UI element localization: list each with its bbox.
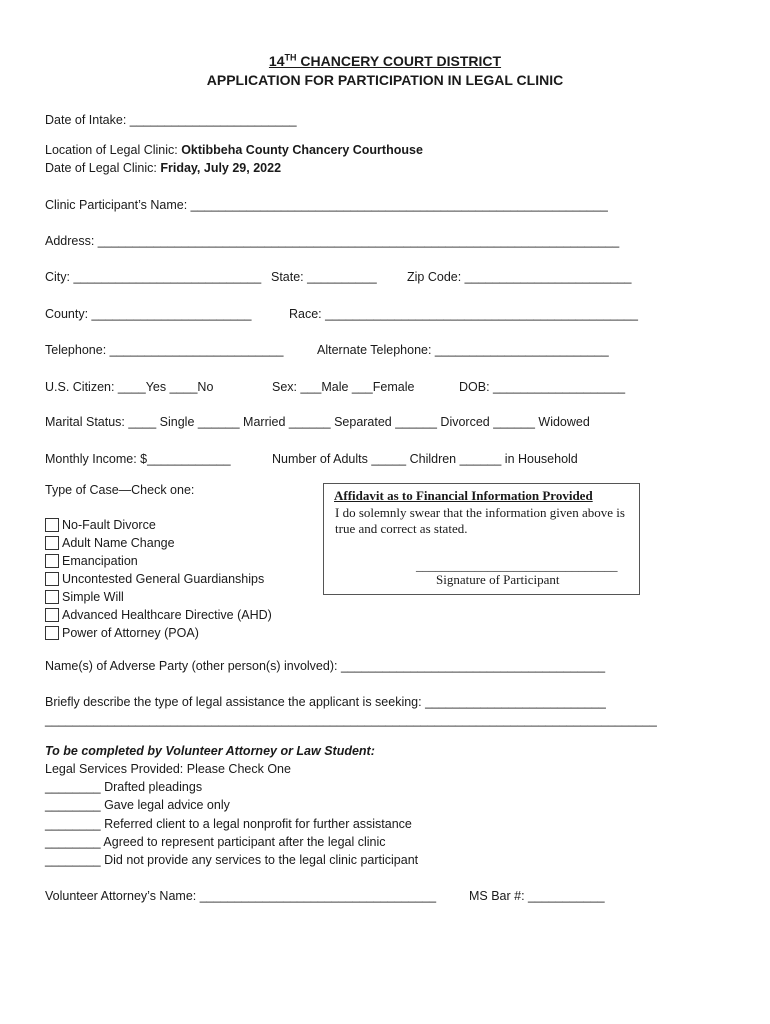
city-field[interactable]: City: ___________________________: [45, 270, 262, 284]
ms-bar-field[interactable]: MS Bar #: ___________: [469, 889, 605, 903]
checkbox[interactable]: [45, 626, 59, 640]
adverse-party-field[interactable]: Name(s) of Adverse Party (other person(s) involved): ______________________________________: [45, 659, 606, 673]
case-option-emancipation[interactable]: Emancipation: [45, 552, 138, 570]
signature-line[interactable]: _______________________________: [416, 558, 618, 573]
signature-label: Signature of Participant: [436, 572, 560, 587]
affidavit-title: Affidavit as to Financial Information Provided: [334, 488, 593, 503]
case-option-no-fault-divorce[interactable]: No-Fault Divorce: [45, 516, 156, 534]
alt-telephone-field[interactable]: Alternate Telephone: _________________________: [317, 343, 609, 357]
checkbox[interactable]: [45, 536, 59, 550]
address-field[interactable]: Address: ___________________________________________________________________________: [45, 234, 620, 248]
citizen-field[interactable]: U.S. Citizen: ____Yes ____No: [45, 380, 214, 394]
form-title: 14TH CHANCERY COURT DISTRICT: [268, 52, 502, 69]
sex-field[interactable]: Sex: ___Male ___Female: [272, 380, 415, 394]
service-option[interactable]: ________ Agreed to represent participant after the legal clinic: [45, 835, 386, 849]
location-line: Location of Legal Clinic: Oktibbeha County Chancery Courthouse: [45, 143, 423, 157]
marital-status-field[interactable]: Marital Status: ____ Single ______ Married ______ Separated ______ Divorced ______ Widowed: [45, 415, 590, 429]
dob-field[interactable]: DOB: ___________________: [459, 380, 626, 394]
volunteer-heading: To be completed by Volunteer Attorney or Law Student:: [45, 744, 375, 758]
assistance-field[interactable]: Briefly describe the type of legal assistance the applicant is seeking: __________________________: [45, 695, 606, 709]
service-option[interactable]: ________ Did not provide any services to the legal clinic participant: [45, 853, 419, 867]
checkbox[interactable]: [45, 572, 59, 586]
zip-field[interactable]: Zip Code: ________________________: [407, 270, 632, 284]
state-field[interactable]: State: __________: [271, 270, 377, 284]
case-option-adult-name-change[interactable]: Adult Name Change: [45, 534, 175, 552]
checkbox[interactable]: [45, 518, 59, 532]
telephone-field[interactable]: Telephone: _________________________: [45, 343, 284, 357]
date-of-intake-field[interactable]: Date of Intake: ________________________: [45, 113, 297, 127]
case-option-guardianships[interactable]: Uncontested General Guardianships: [45, 570, 264, 588]
participant-name-field[interactable]: Clinic Participant’s Name: ____________________________________________________________: [45, 198, 608, 212]
affidavit-box: [323, 483, 640, 595]
monthly-income-field[interactable]: Monthly Income: $____________: [45, 452, 231, 466]
clinic-date-line: Date of Legal Clinic: Friday, July 29, 2022: [45, 161, 282, 175]
case-option-poa[interactable]: Power of Attorney (POA): [45, 624, 199, 642]
checkbox[interactable]: [45, 590, 59, 604]
assistance-field-line2[interactable]: ________________________________________________________________________________________: [45, 713, 657, 727]
case-option-ahd[interactable]: Advanced Healthcare Directive (AHD): [45, 606, 272, 624]
service-option[interactable]: ________ Referred client to a legal nonprofit for further assistance: [45, 817, 412, 831]
checkbox[interactable]: [45, 554, 59, 568]
service-option[interactable]: ________ Gave legal advice only: [45, 798, 230, 812]
household-field[interactable]: Number of Adults _____ Children ______ in Household: [272, 452, 578, 466]
case-option-simple-will[interactable]: Simple Will: [45, 588, 124, 606]
checkbox[interactable]: [45, 608, 59, 622]
form-subtitle: APPLICATION FOR PARTICIPATION IN LEGAL CLINIC: [206, 72, 564, 88]
services-subheading: Legal Services Provided: Please Check One: [45, 762, 291, 776]
attorney-name-field[interactable]: Volunteer Attorney’s Name: __________________________________: [45, 889, 437, 903]
county-field[interactable]: County: _______________________: [45, 307, 252, 321]
service-option[interactable]: ________ Drafted pleadings: [45, 780, 203, 794]
race-field[interactable]: Race: _____________________________________________: [289, 307, 638, 321]
affidavit-body: I do solemnly swear that the information given above is true and correct as stated.: [335, 505, 625, 536]
case-type-label: Type of Case—Check one:: [45, 483, 195, 497]
